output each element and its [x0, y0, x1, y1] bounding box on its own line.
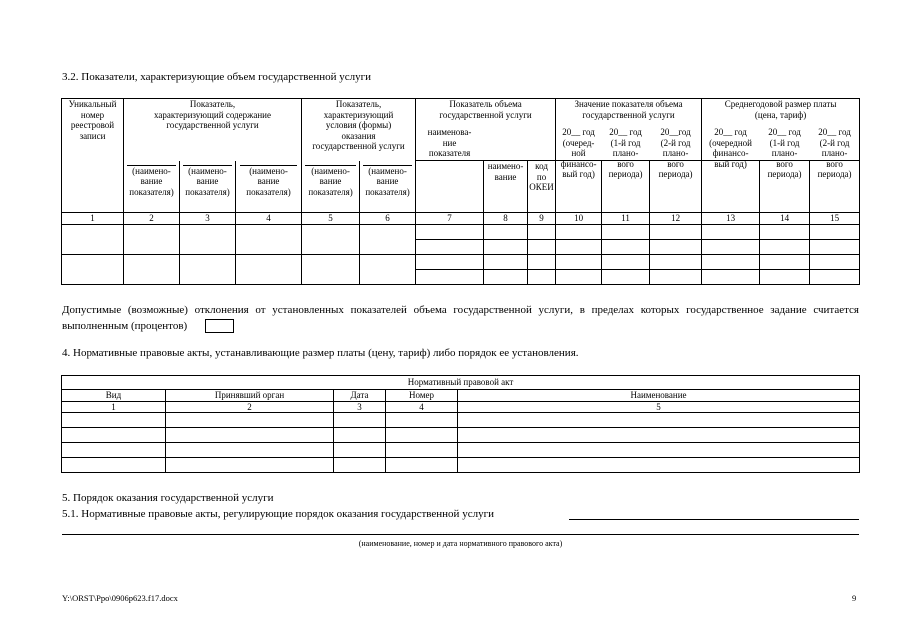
col-num: 1 [62, 401, 166, 413]
header-value-indicator: Значение показателя объема государственной услуги [556, 99, 702, 161]
col-num: 9 [528, 213, 556, 225]
column-numbers-row [62, 213, 860, 225]
header-okei: код по ОКЕИ [528, 161, 556, 213]
header-fee: Среднегодовой размер платы (цена, тариф) [702, 99, 860, 161]
volume-indicators-table [61, 98, 860, 285]
col-num: 4 [236, 213, 302, 225]
header-volume-indicator: Показатель объема государственной услуги [416, 99, 556, 161]
header-year-current: 20__ год (очеред- ной финансо- вый год) [556, 161, 602, 213]
header-number: Номер [386, 390, 458, 402]
col-num: 11 [602, 213, 650, 225]
legal-acts-fill-line-2[interactable] [62, 522, 859, 535]
legal-act-title: Нормативный правовой акт [62, 376, 860, 390]
col-num: 14 [760, 213, 810, 225]
deviation-percent-box[interactable] [205, 319, 234, 333]
section-5-heading: 5. Порядок оказания государственной услуги [62, 492, 274, 504]
header-authority: Принявший орган [166, 390, 334, 402]
header-conditions-indicator: Показатель, характеризующий условия (формы) оказания государственной услуги [302, 99, 416, 161]
col-num: 12 [650, 213, 702, 225]
legal-acts-fee-table [61, 375, 860, 473]
col-num: 15 [810, 213, 860, 225]
sub-name-4: (наимено- вание показателя) [302, 161, 360, 213]
section-4-heading: 4. Нормативные правовые акты, устанавливающие размер платы (цену, тариф) либо порядок ее установления. [62, 347, 579, 359]
header-year-plan1: 20__ год (1-й год плано- вого периода) [602, 161, 650, 213]
table-row [62, 443, 860, 458]
col-num: 1 [62, 213, 124, 225]
sub-name-3: (наимено- вание показателя) [236, 161, 302, 213]
header-date: Дата [334, 390, 386, 402]
deviation-text: Допустимые (возможные) отклонения от установленных показателей объема государственной услуги, в пределах которых государственное задание считается выполненным (процентов) [62, 304, 859, 332]
header-fee-plan2: 20__ год (2-й год плано- вого периода) [810, 161, 860, 213]
col-num: 6 [360, 213, 416, 225]
section-3-2-heading: 3.2. Показатели, характеризующие объем государственной услуги [62, 71, 371, 83]
col-num: 13 [702, 213, 760, 225]
col-num: 3 [334, 401, 386, 413]
sub-name-1: (наимено- вание показателя) [124, 161, 180, 213]
col-num: 2 [124, 213, 180, 225]
header-indicator-name: наименова- ние показателя [416, 161, 484, 213]
table-row [62, 224, 860, 239]
page-number: 9 [852, 593, 857, 603]
header-unit-name: наимено- вание [484, 161, 528, 213]
table-row [62, 254, 860, 269]
header-year-plan2: 20__год (2-й год плано- вого периода) [650, 161, 702, 213]
footer-file-path: Y:\ORST\Ppo\0906p623.f17.docx [62, 593, 178, 603]
header-fee-current: 20__ год (очередной финансо- вый год) [702, 161, 760, 213]
header-content-indicator: Показатель, характеризующий содержание государственной услуги [124, 99, 302, 161]
section-5-1-text: 5.1. Нормативные правовые акты, регулирующие порядок оказания государственной услуги [62, 508, 494, 520]
table-row [62, 413, 860, 428]
legal-acts-fill-line[interactable] [569, 507, 859, 520]
sub-name-5: (наимено- вание показателя) [360, 161, 416, 213]
table-row [62, 458, 860, 473]
header-name: Наименование [458, 390, 860, 402]
col-num: 4 [386, 401, 458, 413]
header-fee-plan1: 20__ год (1-й год плано- вого периода) [760, 161, 810, 213]
col-num: 3 [180, 213, 236, 225]
col-num: 8 [484, 213, 528, 225]
col-num: 2 [166, 401, 334, 413]
column-numbers-row [62, 401, 860, 413]
col-num: 10 [556, 213, 602, 225]
col-num: 7 [416, 213, 484, 225]
table-row [62, 428, 860, 443]
legal-acts-note: (наименование, номер и дата нормативного правового акта) [358, 539, 563, 548]
col-num: 5 [302, 213, 360, 225]
header-type: Вид [62, 390, 166, 402]
header-unique-number: Уникальный номер реестровой записи [62, 99, 124, 213]
sub-name-2: (наимено- вание показателя) [180, 161, 236, 213]
deviation-paragraph [62, 302, 859, 334]
col-num: 5 [458, 401, 860, 413]
